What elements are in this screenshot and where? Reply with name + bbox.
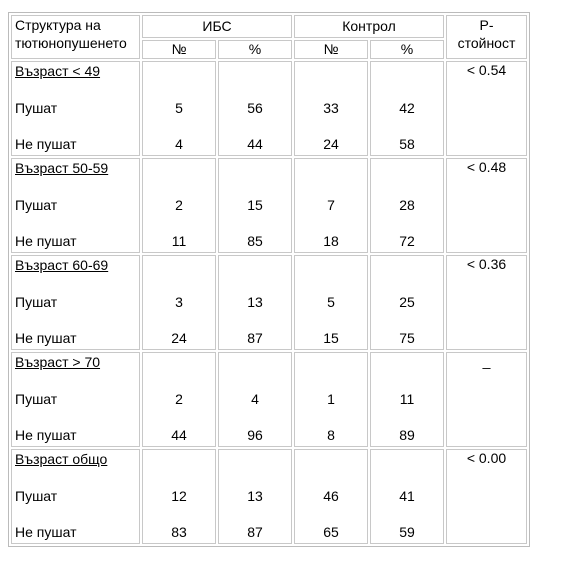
ibs-pct-cell bbox=[218, 61, 292, 156]
control-pct-smokers-value: 28 bbox=[399, 197, 415, 213]
control-n-smokers-value: 46 bbox=[323, 488, 339, 504]
control-pct-cell bbox=[370, 158, 444, 253]
ibs-n-nonsmokers-value: 44 bbox=[171, 427, 187, 443]
ibs-pct-smokers-value: 13 bbox=[247, 488, 263, 504]
control-n-cell bbox=[294, 158, 368, 253]
structure-header-line1: Структура на bbox=[15, 17, 101, 33]
p-header-line2: стойност bbox=[457, 35, 516, 51]
ibs-n-cell bbox=[142, 449, 216, 544]
control-pct-nonsmokers-value: 89 bbox=[399, 427, 415, 443]
age-group-row bbox=[11, 158, 527, 253]
control-n-nonsmokers-value: 24 bbox=[323, 136, 339, 152]
p-value-cell bbox=[446, 158, 527, 253]
nonsmokers-label: Не пушат bbox=[15, 427, 77, 443]
nonsmokers-label: Не пушат bbox=[15, 233, 77, 249]
control-pct-header: % bbox=[370, 40, 444, 59]
control-pct-smokers-value: 42 bbox=[399, 100, 415, 116]
control-pct-smokers-value: 25 bbox=[399, 294, 415, 310]
age-group-label-cell bbox=[11, 158, 140, 253]
control-n-nonsmokers-value: 8 bbox=[327, 427, 335, 443]
control-n-smokers-value: 5 bbox=[327, 294, 335, 310]
ibs-n-smokers-value: 2 bbox=[175, 391, 183, 407]
control-n-cell bbox=[294, 352, 368, 447]
control-n-nonsmokers-value: 65 bbox=[323, 524, 339, 540]
age-group-row bbox=[11, 449, 527, 544]
smokers-label: Пушат bbox=[15, 391, 58, 407]
control-n-cell bbox=[294, 449, 368, 544]
ibs-no-header: № bbox=[142, 40, 216, 59]
age-group-label-cell bbox=[11, 255, 140, 350]
p-value-cell bbox=[446, 352, 527, 447]
ibs-pct-smokers-value: 4 bbox=[251, 391, 259, 407]
control-pct-cell bbox=[370, 449, 444, 544]
ibs-n-smokers-value: 3 bbox=[175, 294, 183, 310]
p-value-header-cell bbox=[446, 15, 527, 59]
control-header: Контрол bbox=[294, 15, 444, 38]
age-group-label-cell bbox=[11, 61, 140, 156]
age-group-title: Възраст > 70 bbox=[15, 354, 101, 370]
ibs-pct-smokers-value: 15 bbox=[247, 197, 263, 213]
smokers-label: Пушат bbox=[15, 488, 58, 504]
control-n-cell bbox=[294, 61, 368, 156]
structure-header-cell bbox=[11, 15, 140, 59]
structure-header-line2: тютюнопушенето bbox=[15, 35, 127, 51]
ibs-pct-nonsmokers-value: 85 bbox=[247, 233, 263, 249]
ibs-pct-header: % bbox=[218, 40, 292, 59]
smokers-label: Пушат bbox=[15, 100, 58, 116]
ibs-pct-cell bbox=[218, 352, 292, 447]
nonsmokers-label: Не пушат bbox=[15, 524, 77, 540]
p-value: _ bbox=[482, 353, 491, 369]
ibs-n-smokers-value: 5 bbox=[175, 100, 183, 116]
control-pct-cell bbox=[370, 352, 444, 447]
control-pct-nonsmokers-value: 59 bbox=[399, 524, 415, 540]
ibs-n-smokers-value: 12 bbox=[171, 488, 187, 504]
nonsmokers-label: Не пушат bbox=[15, 330, 77, 346]
control-n-smokers-value: 1 bbox=[327, 391, 335, 407]
p-value-cell bbox=[446, 255, 527, 350]
p-value: < 0.36 bbox=[466, 256, 507, 272]
ibs-n-cell bbox=[142, 255, 216, 350]
ibs-n-cell bbox=[142, 61, 216, 156]
p-value: < 0.00 bbox=[466, 450, 507, 466]
age-group-title: Възраст 50-59 bbox=[15, 160, 109, 176]
control-n-nonsmokers-value: 18 bbox=[323, 233, 339, 249]
control-pct-cell bbox=[370, 255, 444, 350]
p-value: < 0.54 bbox=[466, 62, 507, 78]
control-n-smokers-value: 33 bbox=[323, 100, 339, 116]
age-group-title: Възраст 60-69 bbox=[15, 257, 109, 273]
age-group-title: Възраст общо bbox=[15, 451, 108, 467]
age-group-label-cell bbox=[11, 352, 140, 447]
smokers-label: Пушат bbox=[15, 294, 58, 310]
control-pct-nonsmokers-value: 72 bbox=[399, 233, 415, 249]
control-n-smokers-value: 7 bbox=[327, 197, 335, 213]
age-group-row bbox=[11, 352, 527, 447]
age-group-row bbox=[11, 61, 527, 156]
control-pct-nonsmokers-value: 58 bbox=[399, 136, 415, 152]
control-pct-nonsmokers-value: 75 bbox=[399, 330, 415, 346]
control-pct-smokers-value: 41 bbox=[399, 488, 415, 504]
ibs-n-smokers-value: 2 bbox=[175, 197, 183, 213]
p-header-line1: Р- bbox=[479, 17, 494, 33]
p-value-cell bbox=[446, 449, 527, 544]
ibs-n-cell bbox=[142, 158, 216, 253]
ibs-pct-cell bbox=[218, 449, 292, 544]
ibs-n-cell bbox=[142, 352, 216, 447]
smoking-structure-table bbox=[8, 12, 530, 547]
ibs-pct-nonsmokers-value: 96 bbox=[247, 427, 263, 443]
ibs-n-nonsmokers-value: 11 bbox=[171, 233, 187, 249]
ibs-pct-smokers-value: 13 bbox=[247, 294, 263, 310]
ibs-n-nonsmokers-value: 4 bbox=[175, 136, 183, 152]
ibs-pct-cell bbox=[218, 255, 292, 350]
nonsmokers-label: Не пушат bbox=[15, 136, 77, 152]
ibs-pct-nonsmokers-value: 44 bbox=[247, 136, 263, 152]
ibs-pct-cell bbox=[218, 158, 292, 253]
age-group-title: Възраст < 49 bbox=[15, 63, 101, 79]
control-pct-cell bbox=[370, 61, 444, 156]
control-n-cell bbox=[294, 255, 368, 350]
control-pct-smokers-value: 11 bbox=[399, 391, 415, 407]
ibs-n-nonsmokers-value: 83 bbox=[171, 524, 187, 540]
control-n-nonsmokers-value: 15 bbox=[323, 330, 339, 346]
ibs-pct-nonsmokers-value: 87 bbox=[247, 524, 263, 540]
ibs-n-nonsmokers-value: 24 bbox=[171, 330, 187, 346]
control-no-header: № bbox=[294, 40, 368, 59]
age-group-row bbox=[11, 255, 527, 350]
ibs-pct-nonsmokers-value: 87 bbox=[247, 330, 263, 346]
p-value-cell bbox=[446, 61, 527, 156]
p-value: < 0.48 bbox=[466, 159, 507, 175]
ibs-header: ИБС bbox=[142, 15, 292, 38]
ibs-pct-smokers-value: 56 bbox=[247, 100, 263, 116]
age-group-label-cell bbox=[11, 449, 140, 544]
smokers-label: Пушат bbox=[15, 197, 58, 213]
